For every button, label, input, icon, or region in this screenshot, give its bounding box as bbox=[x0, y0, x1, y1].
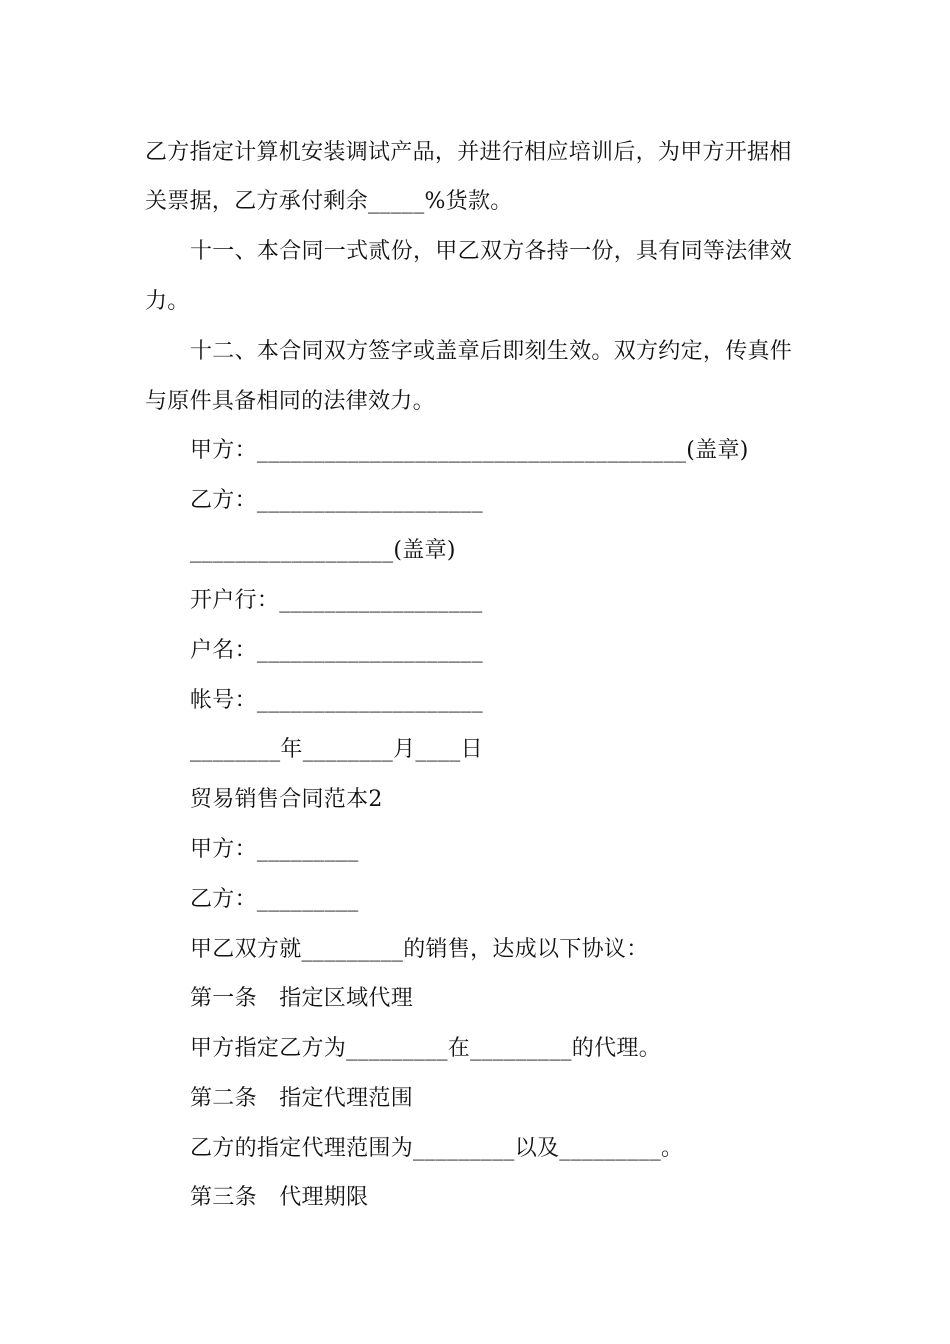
clause-eleven: 十一、本合同一式贰份，甲乙双方各持一份，具有同等法律效 bbox=[190, 239, 793, 264]
article-two-text: 乙方的指定代理范围为_________以及_________。 bbox=[190, 1136, 684, 1161]
clause-twelve: 十二、本合同双方签字或盖章后即刻生效。双方约定，传真件 bbox=[190, 339, 793, 364]
paragraph-line: 与原件具备相同的法律效力。 bbox=[145, 389, 435, 414]
account-name-line: 户名：____________________ bbox=[190, 638, 483, 663]
party-b-line: 乙方：_________ bbox=[190, 887, 359, 912]
party-b-signature-line: 乙方：____________________ bbox=[190, 488, 483, 513]
party-b-seal-line: __________________(盖章) bbox=[190, 538, 456, 563]
party-a-signature-line: 甲方：______________________________________(盖章) bbox=[190, 438, 749, 463]
article-one-heading: 第一条 指定区域代理 bbox=[190, 986, 414, 1011]
account-number-line: 帐号：____________________ bbox=[190, 688, 483, 713]
section-title: 贸易销售合同范本2 bbox=[190, 787, 383, 812]
agreement-intro: 甲乙双方就_________的销售，达成以下协议： bbox=[190, 937, 649, 962]
paragraph-line: 关票据，乙方承付剩余_____%货款。 bbox=[145, 189, 513, 214]
bank-line: 开户行：__________________ bbox=[190, 588, 483, 613]
article-two-heading: 第二条 指定代理范围 bbox=[190, 1086, 414, 1111]
paragraph-line: 乙方指定计算机安装调试产品，并进行相应培训后，为甲方开据相 bbox=[145, 140, 792, 165]
party-a-line: 甲方：_________ bbox=[190, 837, 359, 862]
paragraph-line: 力。 bbox=[145, 289, 190, 314]
article-three-heading: 第三条 代理期限 bbox=[190, 1185, 369, 1210]
date-line: ________年________月____日 bbox=[190, 737, 483, 762]
article-one-text: 甲方指定乙方为_________在_________的代理。 bbox=[190, 1036, 662, 1061]
